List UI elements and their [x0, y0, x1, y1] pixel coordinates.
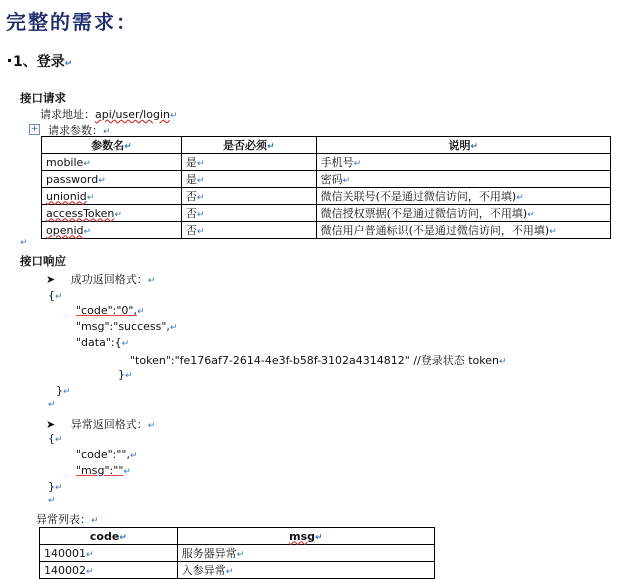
para-mark: ↵ [20, 238, 28, 248]
param-desc: 手机号↵ [316, 154, 610, 171]
error-msg: 入参异常↵ [177, 562, 434, 579]
param-required: 是↵ [181, 171, 316, 188]
table-expand-icon[interactable]: + [30, 124, 39, 134]
response-heading: 接口响应 [20, 254, 66, 268]
section-heading-text: 1、登录 [13, 54, 65, 70]
table-row [42, 154, 611, 171]
request-address-line [40, 106, 178, 122]
code-line: {↵ [48, 289, 63, 302]
bullet-arrow-icon: ➤ [46, 418, 56, 431]
param-desc: 微信关联号(不是通过微信访问，不用填)↵ [316, 188, 610, 205]
table-row [40, 545, 435, 562]
request-params-label: 请求参数： [48, 124, 103, 137]
param-name: password↵ [42, 171, 182, 188]
param-required: 是↵ [181, 154, 316, 171]
code-line: "code":"0",↵ [76, 304, 145, 317]
param-name: openid↵ [42, 222, 182, 239]
table-row [42, 188, 611, 205]
code-line: "msg":""↵ [76, 464, 131, 477]
error-list-label: 异常列表： [36, 513, 91, 526]
params-table [41, 136, 611, 239]
param-desc: 微信授权票据(不是通过微信访问，不用填)↵ [316, 205, 610, 222]
code-line: "msg":"success",↵ [76, 320, 178, 333]
request-address: api/user/login [95, 108, 170, 121]
request-heading: 接口请求 [20, 91, 66, 105]
param-header-required: 是否必须↵ [181, 137, 316, 154]
param-desc: 密码↵ [316, 171, 610, 188]
code-line: }↵ [48, 480, 63, 493]
error-label-line: ➤ 异常返回格式：↵ [46, 418, 156, 431]
param-header-desc: 说明↵ [316, 137, 610, 154]
success-label: 成功返回格式： [70, 273, 148, 286]
error-header-code: code↵ [40, 528, 178, 545]
code-line: "token":"fe176af7-2614-4e3f-b58f-3102a4314812" //登录状态 token↵ [130, 354, 507, 367]
para-mark: ↵ [169, 111, 178, 121]
param-name: mobile↵ [42, 154, 182, 171]
bullet-arrow-icon: ➤ [46, 273, 56, 286]
error-code: 140002↵ [40, 562, 178, 579]
success-label-line: ➤ 成功返回格式：↵ [46, 273, 156, 286]
code-line: {↵ [48, 432, 63, 445]
table-row [42, 171, 611, 188]
section-heading [13, 51, 72, 71]
para-mark: ↵ [103, 127, 111, 137]
error-table [39, 527, 435, 579]
error-code: 140001↵ [40, 545, 178, 562]
request-address-label: 请求地址： [40, 108, 95, 121]
para-mark: ↵ [48, 400, 56, 410]
error-header-row [40, 528, 435, 545]
page-title: 完整的需求： [6, 10, 138, 34]
code-line: "data":{↵ [76, 336, 130, 349]
para-mark: ↵ [48, 496, 56, 506]
param-name: accessToken↵ [42, 205, 182, 222]
param-required: 否↵ [181, 188, 316, 205]
table-row [42, 205, 611, 222]
error-list-line: 异常列表：↵ [36, 513, 99, 526]
code-line: }↵ [56, 384, 71, 397]
code-line: "code":"",↵ [76, 448, 138, 461]
param-required: 否↵ [181, 222, 316, 239]
error-msg: 服务器异常↵ [177, 545, 434, 562]
param-required: 否↵ [181, 205, 316, 222]
param-desc: 微信用户普通标识(不是通过微信访问，不用填)↵ [316, 222, 610, 239]
para-mark: ↵ [64, 59, 73, 69]
param-header-name: 参数名↵ [42, 137, 182, 154]
table-row [42, 222, 611, 239]
params-header-row [42, 137, 611, 154]
error-label: 异常返回格式： [70, 418, 148, 431]
code-line: }↵ [118, 368, 133, 381]
error-header-msg: msg↵ [177, 528, 434, 545]
param-name: unionid↵ [42, 188, 182, 205]
section-dot [8, 59, 11, 62]
